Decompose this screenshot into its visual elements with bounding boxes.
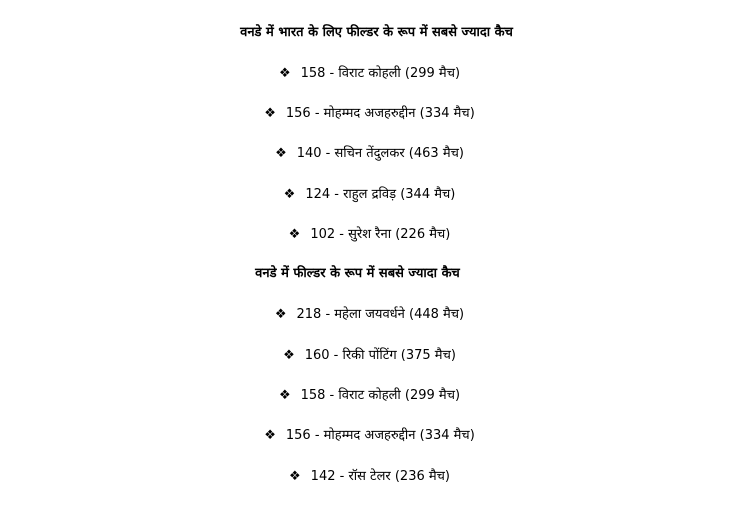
diamond-bullet-icon: ❖ [289,469,301,484]
diamond-bullet-icon: ❖ [264,428,276,443]
list-item-text: 140 - सचिन तेंदुलकर (463 मैच) [296,146,464,161]
list-item-text: 218 - महेला जयवर्धने (448 मैच) [296,307,465,322]
list-item-text: 156 - मोहम्मद अजहरुद्दीन (334 मैच) [285,428,475,443]
list-item [0,105,739,123]
list-item-text: 156 - मोहम्मद अजहरुद्दीन (334 मैच) [285,106,475,121]
list-item [0,186,739,204]
section-heading-world: वनडे में फील्डर के रूप में सबसे ज्यादा कैच [255,266,460,281]
diamond-bullet-icon: ❖ [288,227,301,242]
list-item-text: 158 - विराट कोहली (299 मैच) [300,388,461,403]
list-item [0,427,739,445]
list-item-text: 158 - विराट कोहली (299 मैच) [300,66,461,81]
list-item [0,306,739,324]
diamond-bullet-icon: ❖ [278,66,291,81]
list-item [0,65,739,83]
list-item-text: 102 - सुरेश रैना (226 मैच) [310,227,451,242]
list-item-text: 160 - रिकी पोंटिंग (375 मैच) [304,348,456,363]
list-item [0,145,739,163]
diamond-bullet-icon: ❖ [275,146,287,161]
list-item [0,347,739,365]
diamond-bullet-icon: ❖ [283,187,296,202]
diamond-bullet-icon: ❖ [278,388,291,403]
list-item-text: 142 - रॉस टेलर (236 मैच) [310,469,450,484]
list-item [0,226,739,244]
diamond-bullet-icon: ❖ [283,348,295,363]
list-item [0,387,739,405]
list-item [0,468,739,486]
section-heading-india: वनडे में भारत के लिए फील्डर के रूप में सबसे ज्यादा कैच [240,25,513,40]
list-item-text: 124 - राहुल द्रविड़ (344 मैच) [305,187,456,202]
diamond-bullet-icon: ❖ [274,307,287,322]
diamond-bullet-icon: ❖ [264,106,276,121]
